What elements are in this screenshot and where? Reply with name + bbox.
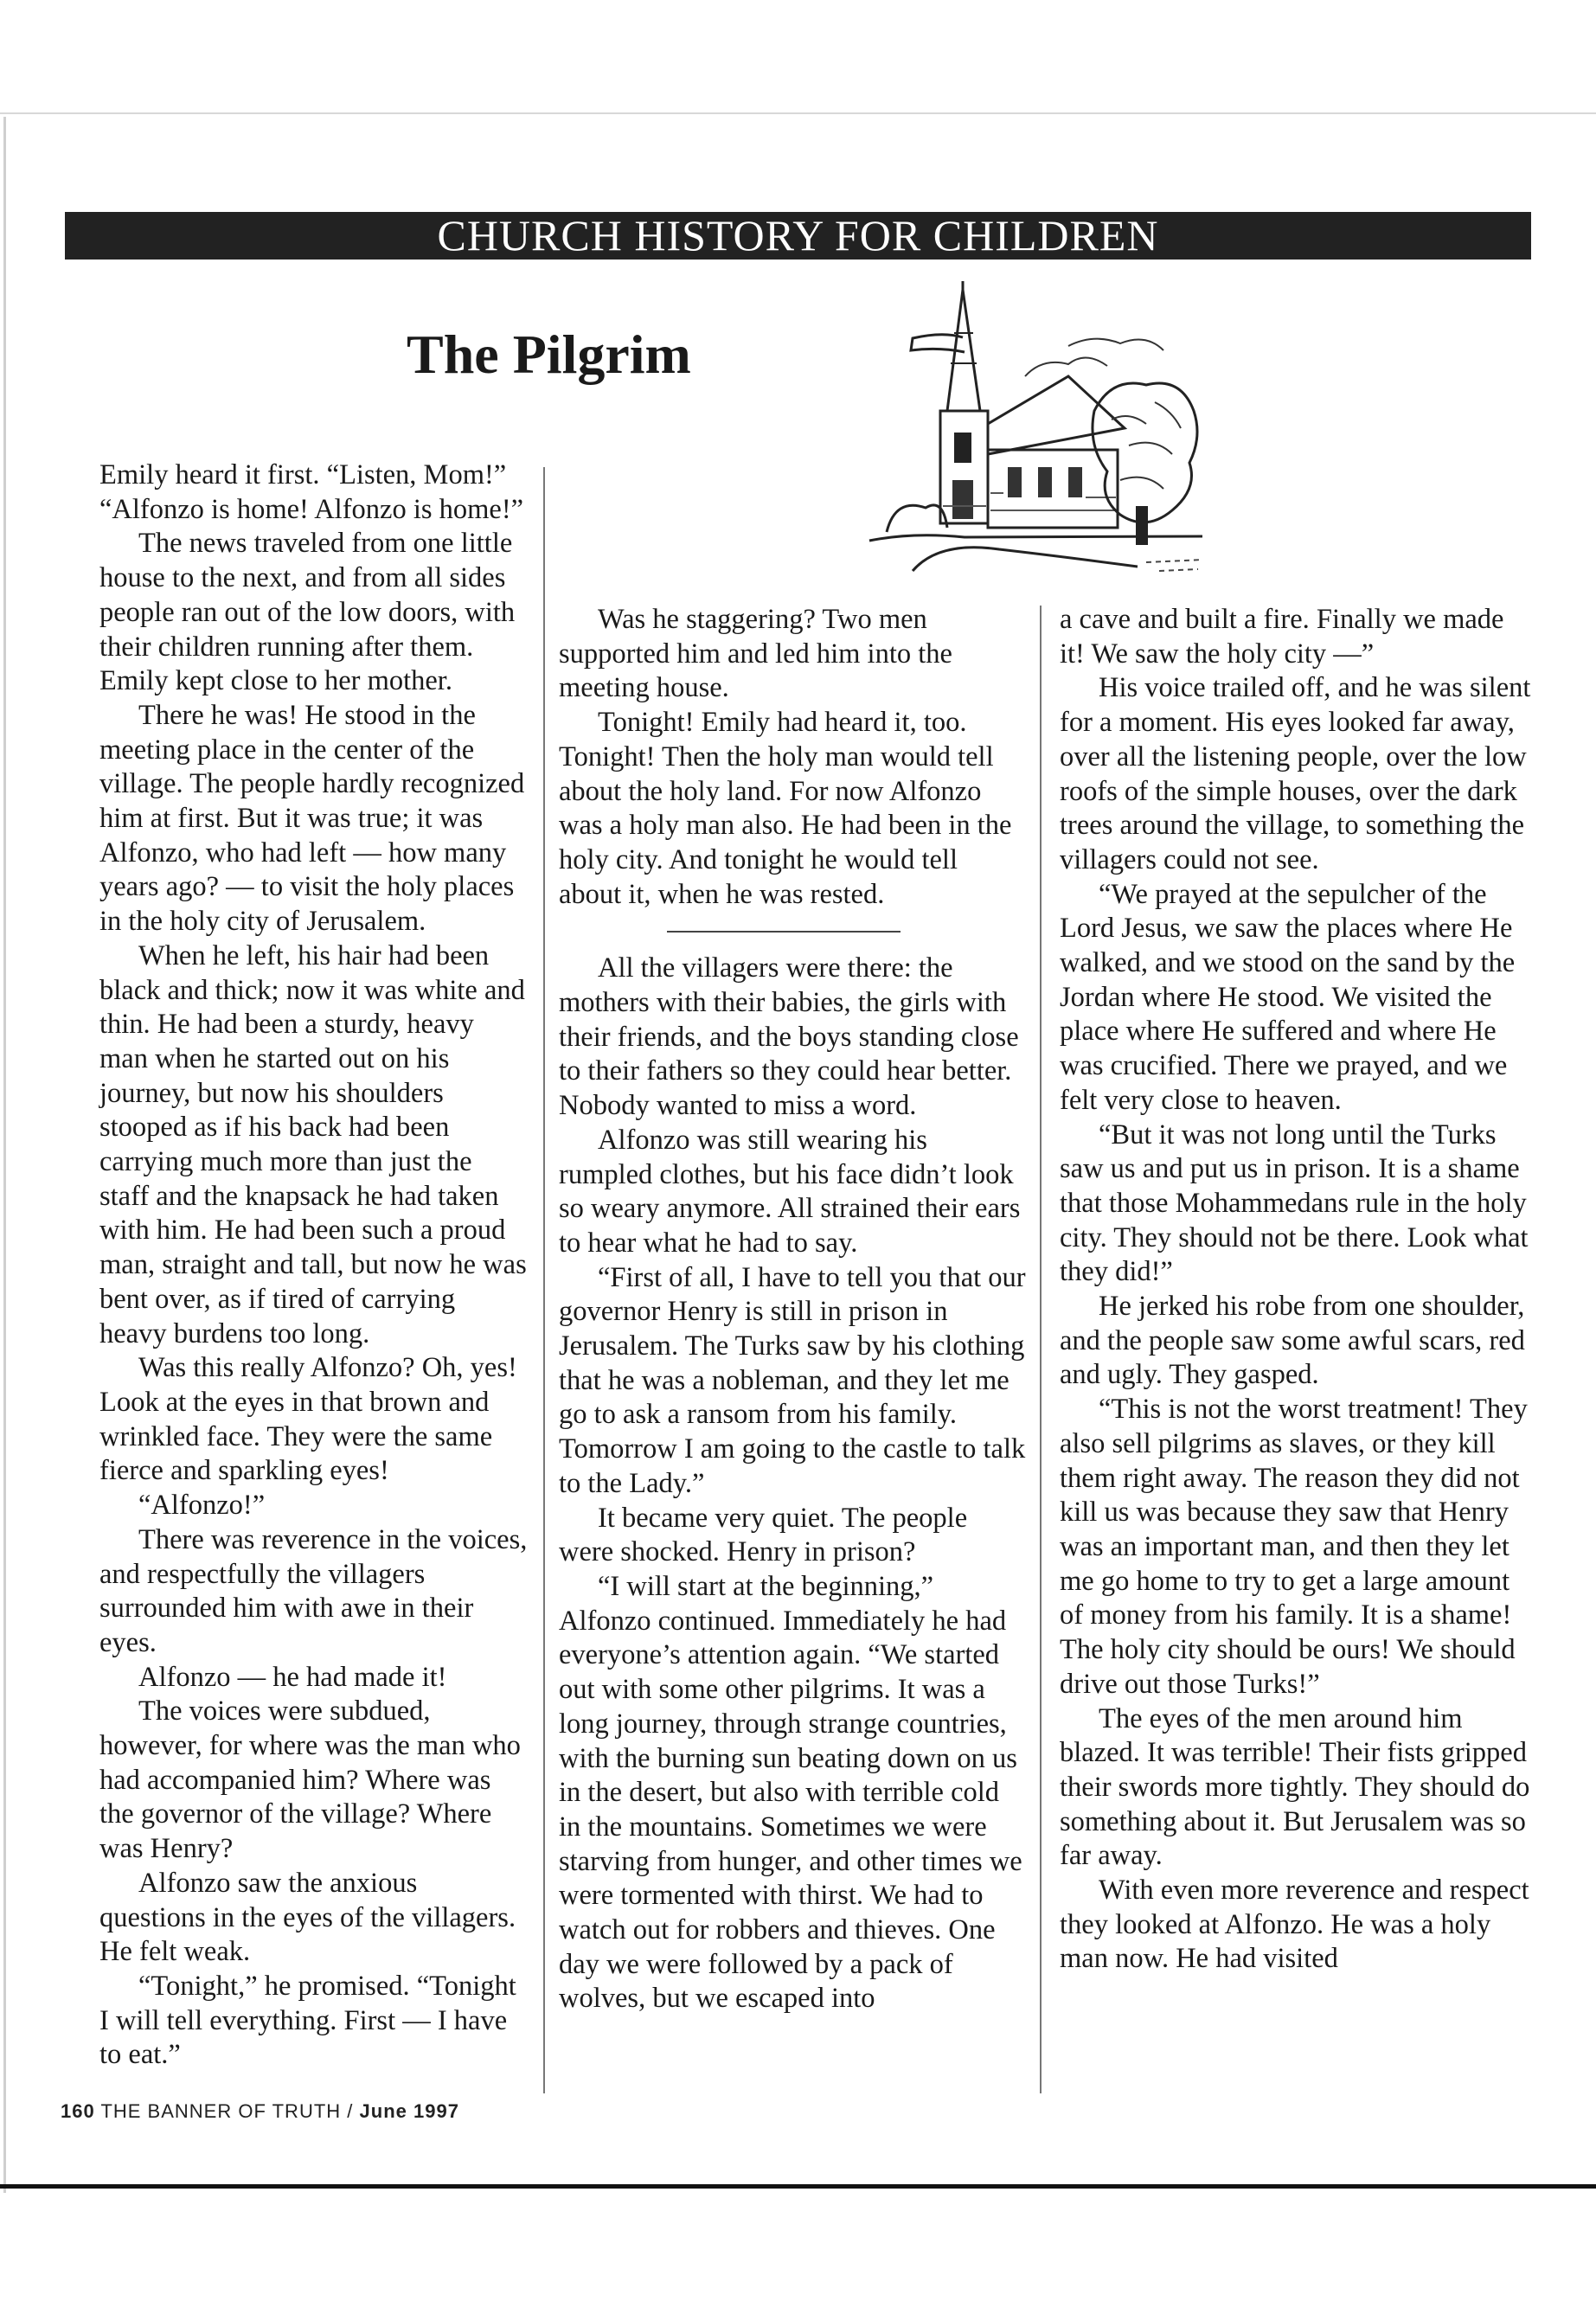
- left-border-line: [3, 117, 6, 2193]
- column-divider-1: [543, 467, 545, 2093]
- paragraph: a cave and built a fire. Finally we made it! We saw the holy city —”: [1060, 604, 1504, 670]
- paragraph: Alfonzo was still wearing his rumpled clothes, but his face didn’t look so weary anymore. All strained their ears to hear what he had to say.: [559, 1124, 1021, 1259]
- article-title: The Pilgrim: [407, 324, 691, 385]
- paragraph: Emily heard it first. “Listen, Mom!” “Alfonzo is home! Alfonzo is home!”: [99, 459, 524, 525]
- bottom-border-line: [0, 2184, 1596, 2189]
- paragraph: It became very quiet. The people were shocked. Henry in prison?: [559, 1502, 968, 1568]
- top-border-line: [0, 112, 1596, 114]
- publication-name: THE BANNER OF TRUTH: [100, 2100, 342, 2122]
- paragraph: Alfonzo — he had made it!: [138, 1661, 447, 1693]
- article-column-1: [99, 458, 528, 2073]
- paragraph: Was he staggering? Two men supported him and led him into the meeting house.: [559, 604, 952, 704]
- paragraph: Alfonzo saw the anxious questions in the eyes of the villagers. He felt weak.: [99, 1867, 516, 1968]
- column-divider-2: [1040, 606, 1042, 2093]
- paragraph: He jerked his robe from one shoulder, and the people saw some awful scars, red and ugly. They gasped.: [1060, 1291, 1525, 1391]
- paragraph: “We prayed at the sepulcher of the Lord Jesus, we saw the places where He walked, and we stood on the sand by the Jordan where He stood. We visited the place where He suffered and where He was crucified. There we prayed, and we felt very close to heaven.: [1060, 878, 1516, 1116]
- section-banner: CHURCH HISTORY FOR CHILDREN: [65, 212, 1531, 260]
- paragraph: “I will start at the beginning,” Alfonzo continued. Immediately he had everyone’s attention again. “We started out with some other pilgrims. It was a long journey, through strange countries, with the burning sun beating down on us in the desert, but also with terrible cold in the mountains. Sometimes we were starving from hunger, and other times we were tormented with thirst. We had to watch out for robbers and thieves. One day we were followed by a pack of wolves, but we escaped into: [559, 1570, 1022, 2015]
- paragraph: The news traveled from one little house to the next, and from all sides people ran out of the low doors, with their children running after them. Emily kept close to her mother.: [99, 528, 516, 697]
- paragraph: There was reverence in the voices, and respectfully the villagers surrounded him with awe in their eyes.: [99, 1523, 528, 1658]
- paragraph: All the villagers were there: the mothers with their babies, the girls with their friends, and the boys standing close to their fathers so they could hear better. Nobody wanted to miss a word.: [559, 952, 1019, 1122]
- paragraph: “Tonight,” he promised. “Tonight I will tell everything. First — I have to eat.”: [99, 1970, 516, 2071]
- page-number: 160: [61, 2100, 95, 2122]
- paragraph: “Alfonzo!”: [138, 1490, 266, 1522]
- paragraph: There he was! He stood in the meeting place in the center of the village. The people hardly recognized him at first. But it was true; it was Alfonzo, who had left — how many years ago? — to visit the holy places in the holy city of Jerusalem.: [99, 699, 525, 938]
- paragraph: With even more reverence and respect they looked at Alfonzo. He was a holy man now. He had visited: [1060, 1875, 1529, 1975]
- paragraph: “But it was not long until the Turks saw us and put us in prison. It is a shame that those Mohammedans rule in the holy city. They should not be there. Look what they did!”: [1060, 1118, 1529, 1288]
- paragraph: The voices were subdued, however, for where was the man who had accompanied him? Where was the governor of the village? Where was Henry?: [99, 1695, 521, 1865]
- issue-date: June 1997: [359, 2100, 459, 2122]
- footer-separator: /: [347, 2100, 354, 2122]
- article-column-3: [1060, 603, 1531, 1977]
- paragraph: Was this really Alfonzo? Oh, yes! Look at the eyes in that brown and wrinkled face. They were the same fierce and sparkling eyes!: [99, 1352, 517, 1487]
- church-illustration: [861, 281, 1202, 575]
- page-footer: [61, 2100, 459, 2123]
- section-separator: [667, 931, 901, 933]
- paragraph: When he left, his hair had been black and thick; now it was white and thin. He had been a sturdy, heavy man when he started out on his journey, but now his shoulders stooped as if his back had been carrying much more than just the staff and the knapsack he had taken with him. He had been such a proud man, straight and tall, but now he was bent over, as if tired of carrying heavy burdens too long.: [99, 939, 527, 1349]
- paragraph: “This is not the worst treatment! They also sell pilgrims as slaves, or they kill them right away. The reason they did not kill us was because they saw that Henry was an important man, and then they let me go home to try to get a large amount of money from his family. It is a shame! The holy city should be ours! We should drive out those Turks!”: [1060, 1394, 1528, 1700]
- paragraph: Tonight! Emily had heard it, too. Tonight! Then the holy man would tell about the holy land. For now Alfonzo was a holy man also. He had been in the holy city. And tonight he would tell about it, when he was rested.: [559, 707, 1012, 910]
- paragraph: The eyes of the men around him blazed. It was terrible! Their fists gripped their swords more tightly. They should do something about it. But Jerusalem was so far away.: [1060, 1702, 1530, 1872]
- paragraph: His voice trailed off, and he was silent for a moment. His eyes looked far away, over all the listening people, over the low roofs of the simple houses, over the dark trees around the village, to something the villagers could not see.: [1060, 672, 1531, 875]
- paragraph: “First of all, I have to tell you that our governor Henry is still in prison in Jerusalem. The Turks saw by his clothing that he was a nobleman, and they let me go to ask a ransom from his family. Tomorrow I am going to the castle to talk to the Lady.”: [559, 1261, 1026, 1499]
- article-column-2: [559, 603, 1026, 2016]
